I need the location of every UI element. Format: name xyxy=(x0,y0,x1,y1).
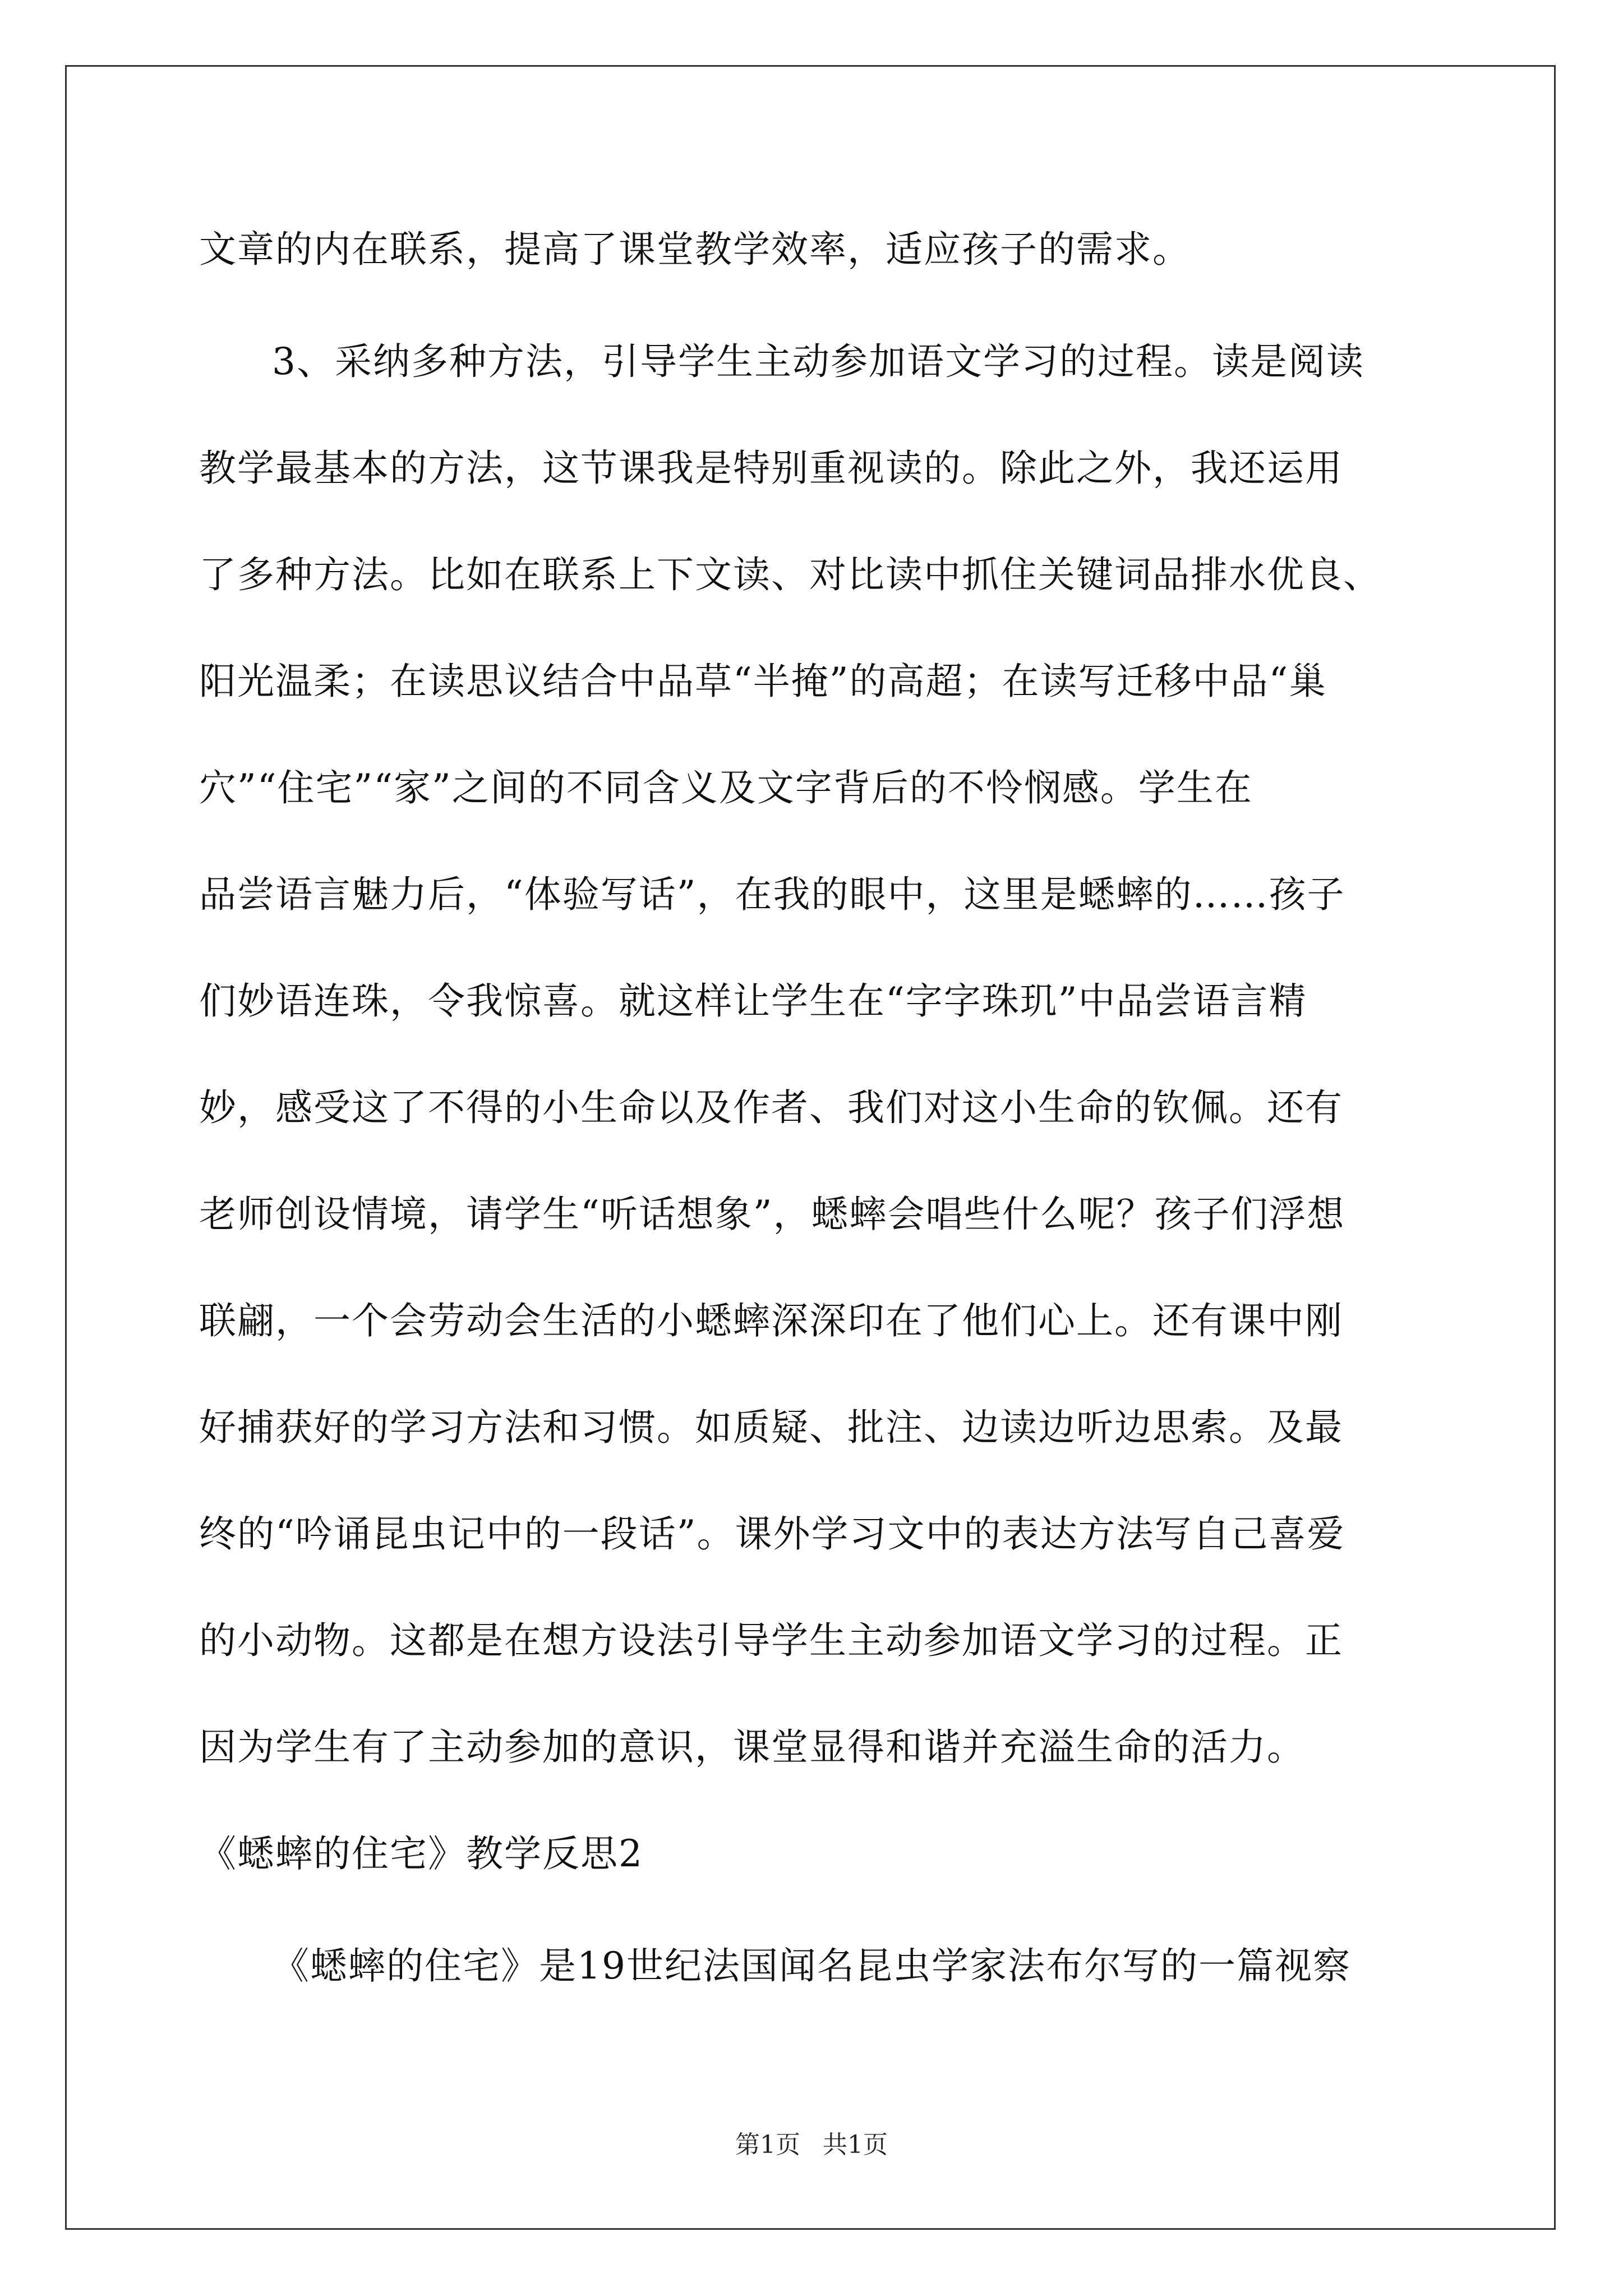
body-line-7: 品尝语言魅力后，“体验写话”，在我的眼中，这里是蟋蟀的……孩子 xyxy=(199,873,1345,916)
page-border xyxy=(65,65,1556,2230)
body-line-15: 因为学生有了主动参加的意识，课堂显得和谐并充溢生命的活力。 xyxy=(199,1726,1305,1769)
page-footer xyxy=(0,2128,1623,2162)
page-number: 第1页 xyxy=(735,2131,800,2159)
body-line-3: 教学最基本的方法，这节课我是特别重视读的。除此之外，我还运用 xyxy=(199,447,1343,490)
body-line-12: 好捕获好的学习方法和习惯。如质疑、批注、边读边听边思索。及最 xyxy=(199,1406,1343,1449)
body-line-1: 文章的内在联系，提高了课堂教学效率，适应孩子的需求。 xyxy=(199,228,1191,271)
body-line-8: 们妙语连珠，令我惊喜。就这样让学生在“字字珠玑”中品尝语言精 xyxy=(199,979,1307,1023)
body-line-14: 的小动物。这都是在想方设法引导学生主动参加语文学习的过程。正 xyxy=(199,1619,1343,1662)
body-line-4: 了多种方法。比如在联系上下文读、对比读中抓住关键词品排水优良、 xyxy=(199,553,1381,596)
body-line-5: 阳光温柔；在读思议结合中品草“半掩”的高超；在读写迁移中品“巢 xyxy=(199,660,1327,703)
body-line-13: 终的“吟诵昆虫记中的一段话”。课外学习文中的表达方法写自己喜爱 xyxy=(199,1512,1345,1556)
body-line-11: 联翩，一个会劳动会生活的小蟋蟀深深印在了他们心上。还有课中刚 xyxy=(199,1299,1343,1342)
page-total: 共1页 xyxy=(823,2131,888,2159)
section-heading: 《蟋蟀的住宅》教学反思2 xyxy=(199,1832,643,1875)
body-line-9: 妙，感受这了不得的小生命以及作者、我们对这小生命的钦佩。还有 xyxy=(199,1086,1343,1129)
body-line-10: 老师创设情境，请学生“听话想象”，蟋蟀会唱些什么呢？孩子们浮想 xyxy=(199,1193,1345,1236)
body-line-2: 3、采纳多种方法，引导学生主动参加语文学习的过程。读是阅读 xyxy=(272,340,1364,383)
body-line-16: 《蟋蟀的住宅》是19世纪法国闻名昆虫学家法布尔写的一篇视察 xyxy=(272,1944,1351,1987)
body-line-6: 穴”“住宅”“家”之间的不同含义及文字背后的不怜悯感。学生在 xyxy=(199,766,1253,809)
